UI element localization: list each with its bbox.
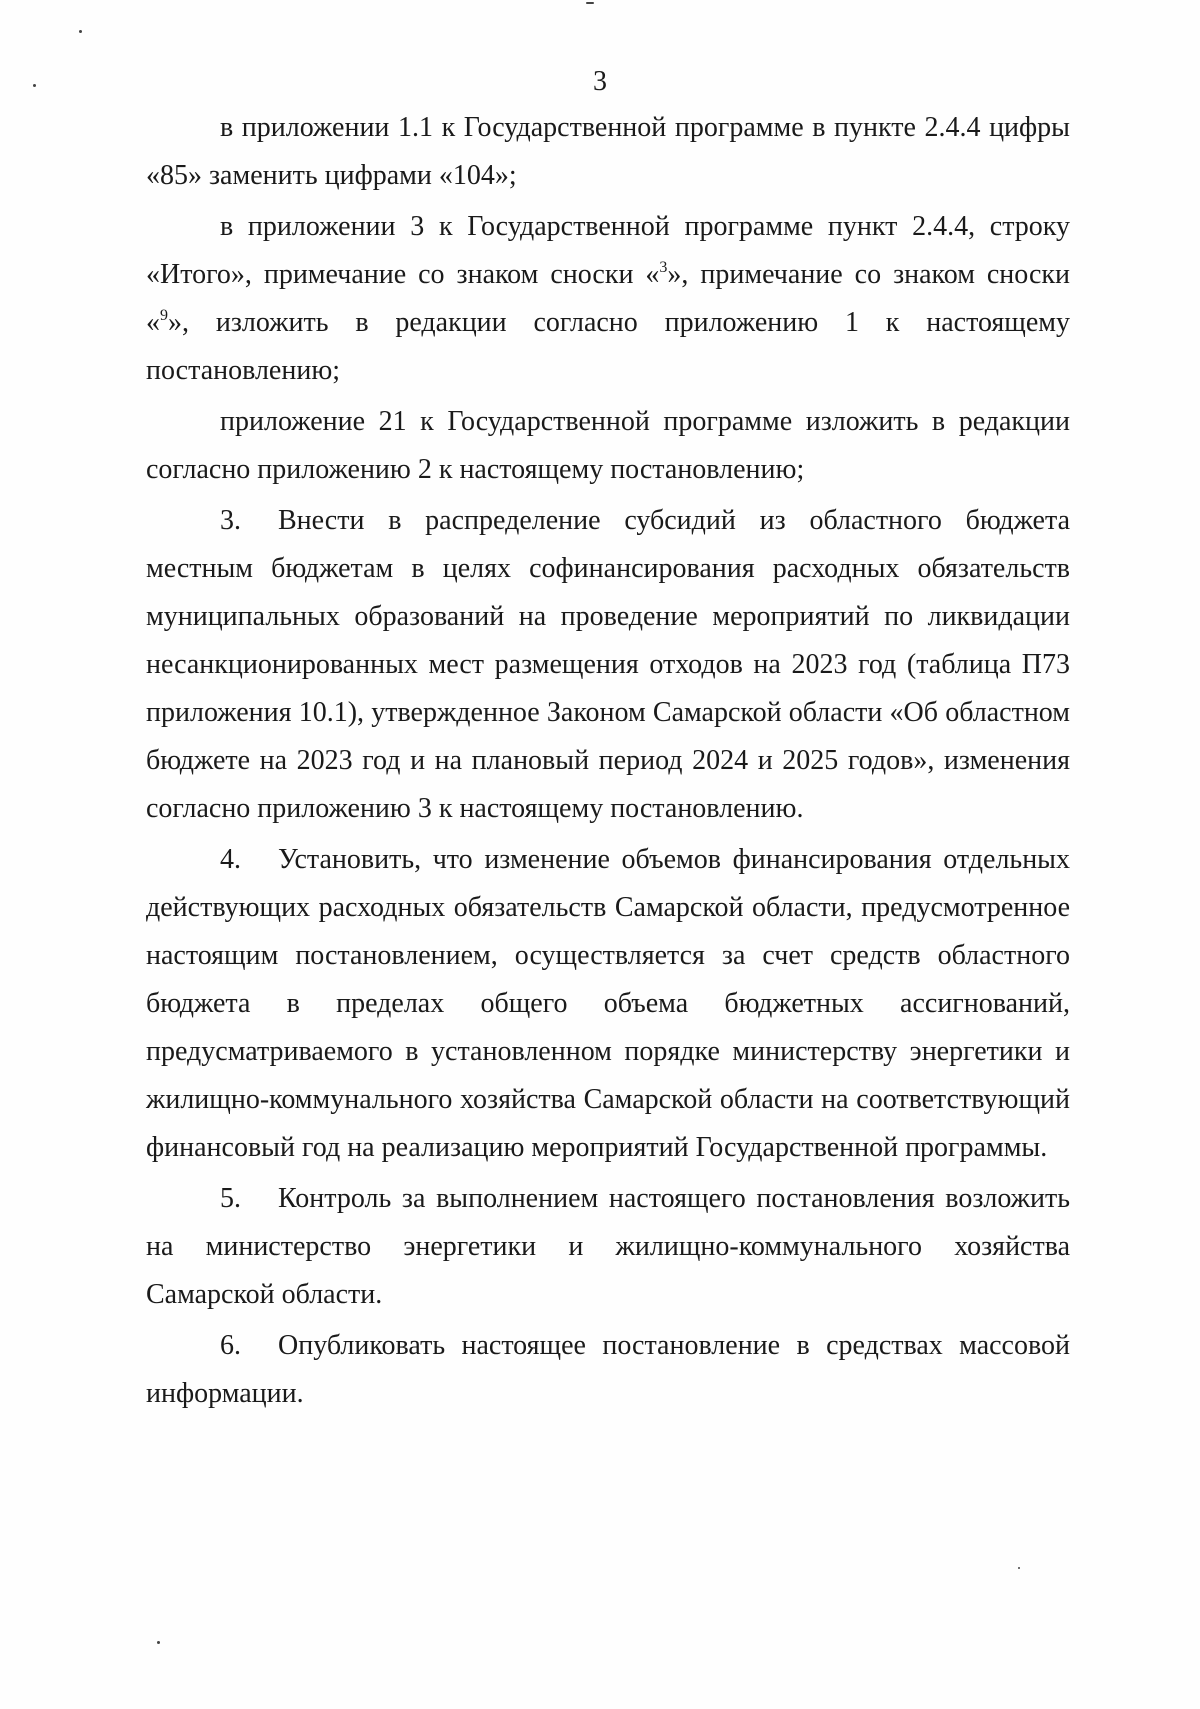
page-number: 3: [593, 66, 607, 97]
item-number: 5.: [220, 1183, 241, 1214]
paragraph-item-4: 4. Установить, что изменение объемов финансирования отдельных действующих расходных обязательств Самарской области, предусмотренное настоящим постановлением, осуществляется за счет средств областного бюджета в пределах общего объема бюджетных ассигнований, предусматриваемого в установленном порядке министерству энергетики и жилищно-коммунального хозяйства Самарской области на соответствующий финансовый год на реализацию мероприятий Государственной программы.: [146, 836, 1070, 1172]
scan-speck: [1018, 1567, 1020, 1569]
footnote-mark: 3: [659, 259, 668, 276]
item-number: 3.: [220, 505, 241, 536]
document-body: [146, 104, 1070, 1421]
paragraph-item-5: 5. Контроль за выполнением настоящего постановления возложить на министерство энергетики и жилищно-коммунального хозяйства Самарской области.: [146, 1175, 1070, 1319]
scan-speck: [79, 30, 82, 33]
item-number: 4.: [220, 844, 241, 875]
paragraph-appendix-3: в приложении 3 к Государственной программе пункт 2.4.4, строку «Итого», примечание со знаком сноски «$^3$», примечание со знаком сноски «$^9$», изложить в редакции согласно приложению 1 к настоящему постановлению;: [146, 211, 1070, 386]
paragraph-appendix-21: приложение 21 к Государственной программе изложить в редакции согласно приложению 2 к настоящему постановлению;: [146, 406, 1070, 485]
item-number: 6.: [220, 1330, 241, 1361]
scan-speck: [157, 1641, 160, 1644]
scan-speck: [586, 2, 594, 4]
footnote-mark: 9: [160, 307, 168, 324]
paragraph-item-6: 6. Опубликовать настоящее постановление в средствах массовой информации.: [146, 1322, 1070, 1418]
paragraph-item-3: 3. Внести в распределение субсидий из областного бюджета местным бюджетам в целях софинансирования расходных обязательств муниципальных образований на проведение мероприятий по ликвидации несанкционированных мест размещения отходов на 2023 год (таблица П73 приложения 10.1), утвержденное Законом Самарской области «Об областном бюджете на 2023 год и на плановый период 2024 и 2025 годов», изменения согласно приложению 3 к настоящему постановлению.: [146, 497, 1070, 833]
paragraph-appendix-1-1: в приложении 1.1 к Государственной программе в пункте 2.4.4 цифры «85» заменить цифрами «104»;: [146, 112, 1070, 191]
